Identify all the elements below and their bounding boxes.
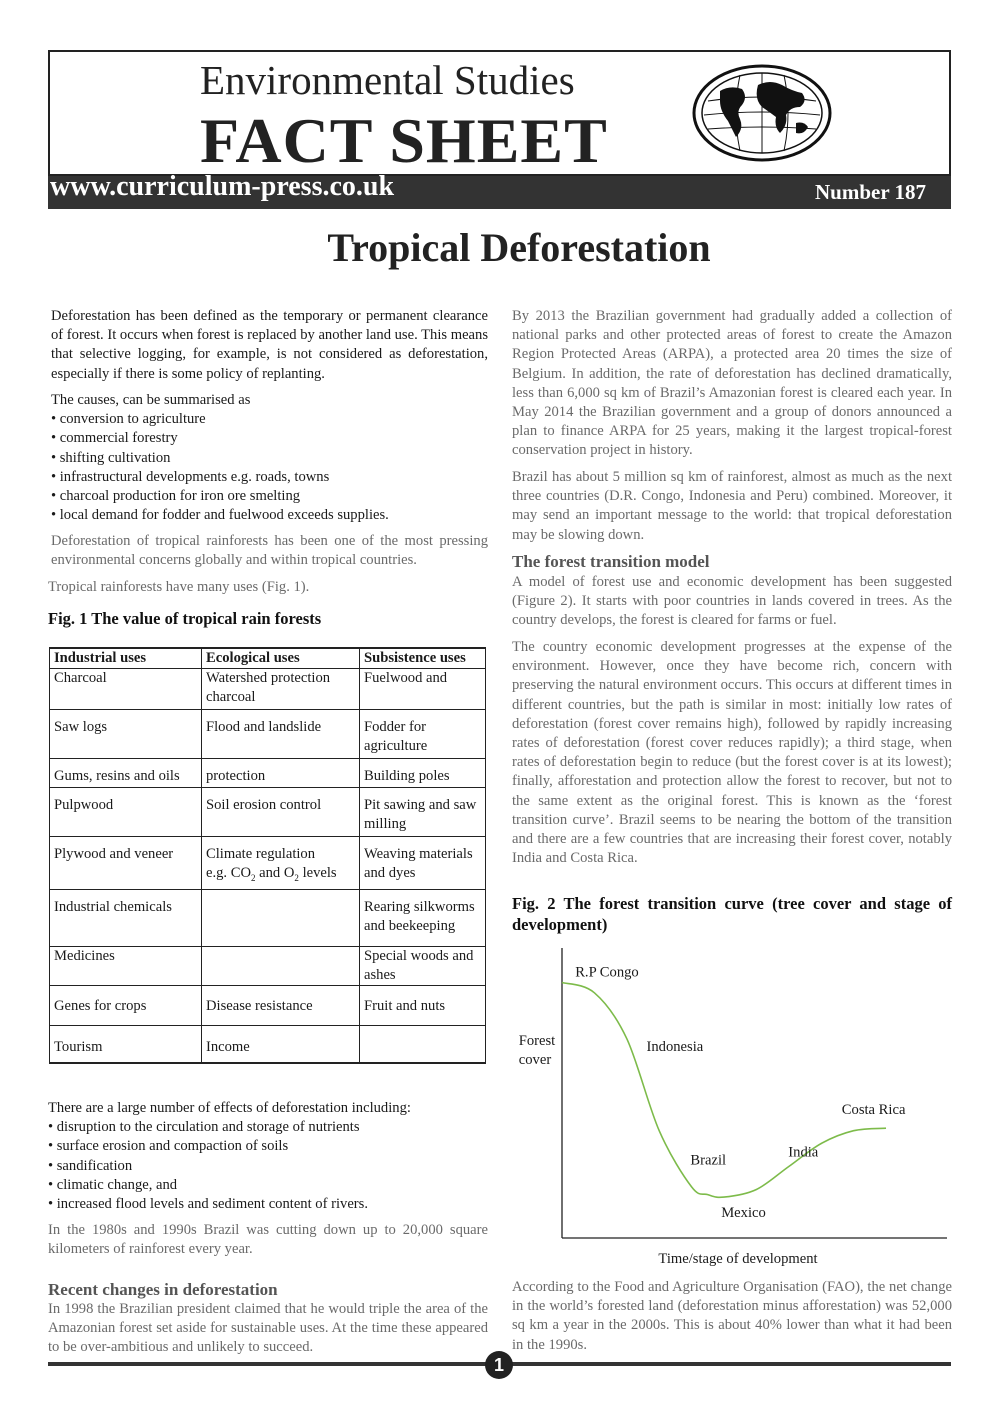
annotation-label: Brazil [690,1152,727,1169]
list-item: • disruption to the circulation and storage of nutrients [48,1119,360,1136]
annotation-label: Indonesia [646,1039,704,1056]
table-cell: Watershed protection charcoal [202,669,360,710]
fao-paragraph: According to the Food and Agriculture Organisation (FAO), the net change in the world’s forested land (deforestation minus afforestation) was 52,000 sq km a year in the 2000s. This is about 40% lower than what it had been in the 1990s. [512,1279,952,1353]
table-cell: Special woods and ashes [360,946,486,985]
table-row [50,837,486,889]
table-row [50,946,486,985]
annotation-label: R.P Congo [575,964,639,981]
brazil-rainforest-paragraph: Brazil has about 5 million sq km of rainforest, almost as much as the next three countries (D.R. Congo, Indonesia and Peru) combined. Moreover, it may send an important message to the world: that tropical deforestation may be slowing down. [512,469,952,543]
figure-1-caption: Fig. 1 The value of tropical rain forests [48,609,322,628]
table-cell: Tourism [50,1025,202,1063]
y-axis-label-line1: Forest [518,1033,556,1049]
brazil-history-paragraph: In the 1980s and 1990s Brazil was cutting down up to 20,000 square kilometers of rainforest every year. [48,1222,488,1258]
x-axis-label: Time/stage of development [658,1251,818,1267]
table-row [50,710,486,759]
table-cell: Saw logs [50,710,202,759]
forest-transition-heading: The forest transition model [512,552,710,571]
table-cell: Building poles [360,759,486,788]
table-header: Subsistence uses [360,648,486,669]
table-row [50,1025,486,1063]
list-item: • commercial forestry [51,430,178,447]
intro-paragraph: Deforestation has been defined as the temporary or permanent clearance of forest. It occurs when forest is replaced by another land use. This means that selective logging, for example, is not considered as deforestation, especially if there is some policy of replanting. [51,308,489,382]
table-cell: Rearing silkworms and beekeeping [360,889,486,946]
list-item: • charcoal production for iron ore smelting [51,488,301,505]
table-cell: Medicines [50,946,202,985]
annotation-label: Costa Rica [841,1102,906,1119]
concern-paragraph: Deforestation of tropical rainforests has been one of the most pressing environmental concerns globally and within tropical countries. [51,533,488,569]
table-cell [202,946,360,985]
table-cell: Disease resistance [202,985,360,1025]
table-cell: Plywood and veneer [50,837,202,889]
table-cell: Genes for crops [50,985,202,1025]
model-paragraph: A model of forest use and economic development has been suggested (Figure 2). It starts with poor countries in lands covered in trees. As the country develops, the forest is cleared for farms or fuel. [512,574,952,629]
table-row [50,759,486,788]
y-axis-label-line2: cover [518,1052,552,1068]
table-cell [202,889,360,946]
globe-logo-icon [692,63,832,163]
annotation-label: India [788,1144,819,1161]
list-item: • conversion to agriculture [51,411,206,428]
table-cell: Income [202,1025,360,1063]
causes-lead: The causes, can be summarised as [51,392,251,408]
recent-changes-paragraph: In 1998 the Brazilian president claimed that he would triple the area of the Amazonian forest set aside for sustainable uses. At the time these appeared to be over-ambitious and unlikely to succeed. [48,1301,488,1356]
table-cell: protection [202,759,360,788]
table-header: Industrial uses [50,648,202,669]
table-cell: Fruit and nuts [360,985,486,1025]
table-header: Ecological uses [202,648,360,669]
table-cell: Weaving materials and dyes [360,837,486,889]
climate-line-1: Climate regulation [206,846,316,863]
table-cell: Soil erosion control [202,788,360,837]
table-row [50,669,486,710]
arpa-paragraph: By 2013 the Brazilian government had gradually added a collection of national parks and other protected areas of forest to create the Amazon Region Protected Areas (ARPA), a protected area 20 times the size of Belgium. In addition, the rate of deforestation has declined dramatically, less than 6,000 sq km of Brazil’s Amazonian forest is cleared each year. In May 2014 the Brazilian government and a group of donors announced a plan to finance ARPA for 25 years, making it the largest tropical-forest conservation project in history. [512,308,952,459]
table-cell: Gums, resins and oils [50,759,202,788]
fact-sheet-title: FACT SHEET [200,105,608,176]
table-row [50,985,486,1025]
recent-changes-heading: Recent changes in deforestation [48,1280,278,1299]
forest-transition-chart [510,945,950,1275]
table-cell: Fodder for agriculture [360,710,486,759]
list-item: • shifting cultivation [51,449,171,466]
table-cell: Pulpwood [50,788,202,837]
table-cell: Flood and landslide [202,710,360,759]
climate-line-2: e.g. $CO_2$ and $O_2$ levels [206,865,337,884]
uses-table [49,647,486,1064]
table-cell: Charcoal [50,669,202,710]
curve-annotations [575,965,906,1222]
causes-list [51,391,488,525]
list-item: • infrastructural developments e.g. roads, towns [51,468,330,485]
publisher-url[interactable]: www.curriculum-press.co.uk [50,171,395,202]
table-cell: Pit sawing and saw milling [360,788,486,837]
table-header-row [50,648,486,669]
table-cell [202,837,360,889]
uses-intro: Tropical rainforests have many uses (Fig. 1). [48,579,310,595]
figure-2-caption: Fig. 2 The forest transition curve (tree cover and stage of development) [512,894,952,934]
list-item: • climatic change, and [48,1176,178,1193]
page-number-badge: 1 [485,1351,513,1379]
transition-paragraph: The country economic development progresses at the expense of the environment. However, once they have become rich, concern with preserving the natural environment occurs. This occurs at different times in different countries, but the path is similar in most: initially low rates of deforestation (forest cover remains high), followed by rapidly increasing rates of deforestation (forest cover reduces rapidly); a third stage, when rates of deforestation begin to reduce (but the forest cover is at its lowest); finally, afforestation and protection allow the forest to recover, but not to the same extent as the original forest. This is known as the ‘forest transition curve’. Brazil seems to be nearing the bottom of the transition and there are a few countries that are increasing their forest cover, notably India and Costa Rica. [512,639,952,867]
annotation-label: Mexico [721,1205,766,1222]
effects-lead: There are a large number of effects of deforestation including: [48,1100,411,1116]
issue-number: Number 187 [815,180,927,204]
page-title: Tropical Deforestation [327,225,711,270]
table-row [50,788,486,837]
list-item: • increased flood levels and sediment content of rivers. [48,1196,368,1213]
effects-list [48,1099,488,1214]
table-row [50,889,486,946]
table-cell: Fuelwood and [360,669,486,710]
series-title: Environmental Studies [200,57,575,103]
table-cell [360,1025,486,1063]
list-item: • sandification [48,1157,133,1174]
list-item: • surface erosion and compaction of soils [48,1138,289,1155]
list-item: • local demand for fodder and fuelwood exceeds supplies. [51,507,389,524]
table-cell: Industrial chemicals [50,889,202,946]
